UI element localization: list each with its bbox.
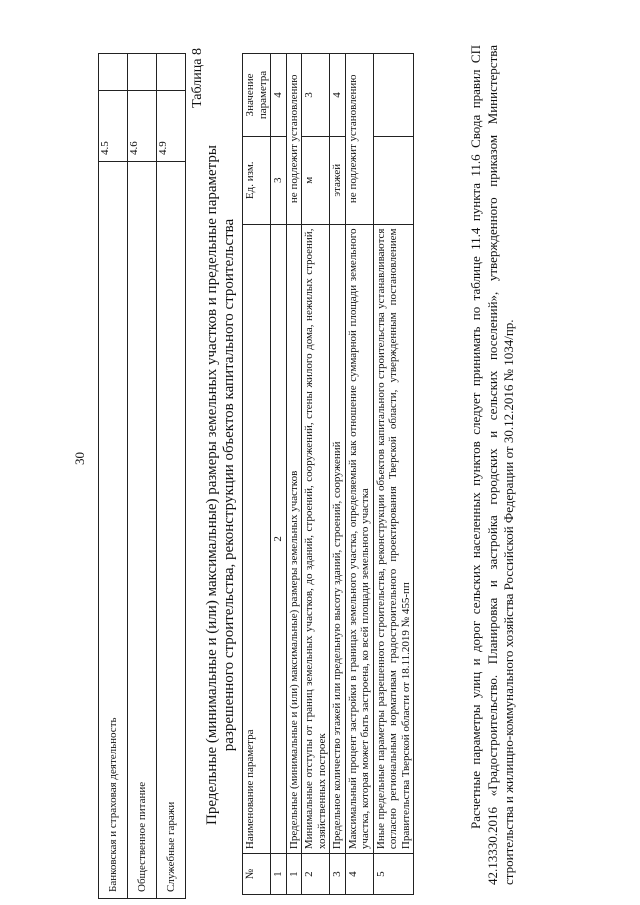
row-name: Банковская и страховая деятельность	[99, 162, 128, 899]
row-value: 4.9	[157, 91, 186, 162]
column-number-row	[271, 54, 287, 895]
row-name: Предельное количество этажей или предельную высоту зданий, строений, сооружений	[330, 224, 346, 854]
row-value	[373, 54, 414, 137]
row-name: Предельные (минимальные и (или) максимальные) размеры земельных участков	[286, 224, 302, 854]
body-paragraph: Расчетные параметры улиц и дорог сельских населенных пунктов следует принимать по таблице 11.4 пункта 11.6 Свода правил СП 42.13330.2016 «Градостроительство. Планировка и застройка городских и сельских поселений», утвержденного приказом Министерства строительства и жилищно-коммунального хозяйства Российской Федерации от 30.12.2016 № 1034/пр.	[468, 45, 516, 885]
caption-line: Предельные (минимальные и (или) максимальные) размеры земельных участков и предельные параметры	[204, 145, 220, 825]
header-unit: Ед. изм.	[243, 136, 271, 224]
row-empty-cell	[99, 54, 128, 91]
row-unit: этажей	[330, 136, 346, 224]
table-caption	[204, 85, 238, 885]
row-num: 3	[330, 854, 346, 895]
table-label: Таблица 8	[190, 48, 205, 108]
table-row	[157, 54, 186, 899]
caption-line: разрешенного строительства, реконструкции объектов капитального строительства	[221, 218, 237, 752]
row-name: Иные предельные параметры разрешенного строительства, реконструкции объектов капитального строительства устанавливаются согласно региональным нормативам градостроительного проектирования Тверской области, утвержденным постановлением Правительства Тверской области от 18.11.2019 № 455-пп	[373, 224, 414, 854]
row-unit	[373, 136, 414, 224]
row-name: Служебные гаражи	[157, 162, 186, 899]
table-row	[330, 54, 346, 895]
table-row	[302, 54, 330, 895]
col-number: 2	[271, 224, 287, 854]
row-num: 2	[302, 854, 330, 895]
row-value: 4	[330, 54, 346, 137]
col-number: 1	[271, 854, 287, 895]
header-num: №	[243, 854, 271, 895]
table-row	[345, 54, 373, 895]
row-value: 3	[302, 54, 330, 137]
row-value: 4.6	[128, 91, 157, 162]
table-row	[286, 54, 302, 895]
table-row	[128, 54, 157, 899]
row-num: 4	[345, 854, 373, 895]
table-row	[99, 54, 128, 899]
row-value: 4.5	[99, 91, 128, 162]
row-span-value: не подлежит установлению	[345, 54, 373, 225]
row-span-value: не подлежит установлению	[286, 54, 302, 225]
header-row	[243, 54, 271, 895]
table-row	[373, 54, 414, 895]
row-name: Минимальные отступы от границ земельных участков, до зданий, строений, сооружений, стены жилого дома, нежилых строений, хозяйственных построек	[302, 224, 330, 854]
col-number: 4	[271, 54, 287, 137]
header-name: Наименование параметра	[243, 224, 271, 854]
row-unit: м	[302, 136, 330, 224]
row-empty-cell	[157, 54, 186, 91]
row-name: Максимальный процент застройки в границах земельного участка, определяемый как отношение суммарной площади земельного участка, которая может быть застроена, ко всей площади земельного участка	[345, 224, 373, 854]
row-empty-cell	[128, 54, 157, 91]
col-number: 3	[271, 136, 287, 224]
row-name: Общественное питание	[128, 162, 157, 899]
page-number: 30	[72, 452, 87, 465]
header-value: Значение параметра	[243, 54, 271, 137]
row-num: 1	[286, 854, 302, 895]
row-num: 5	[373, 854, 414, 895]
continued-table	[98, 53, 186, 899]
parameters-table	[242, 53, 414, 895]
